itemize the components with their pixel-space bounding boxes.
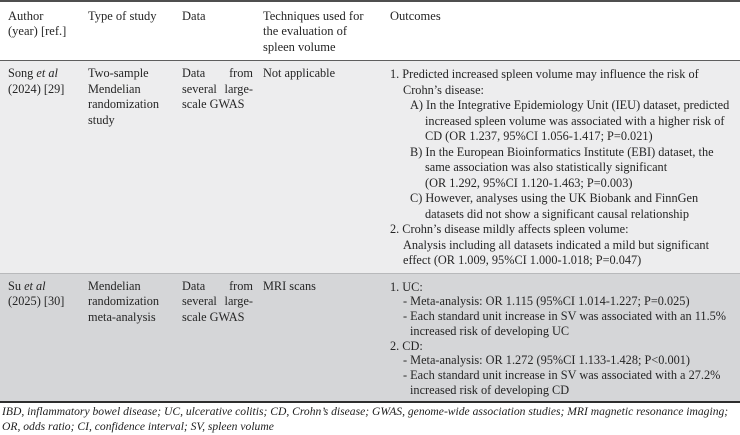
table-header <box>0 1 740 61</box>
outcome-line: CD (OR 1.237, 95%CI 1.056-1.417; P=0.021) <box>425 129 653 144</box>
author-name-line <box>8 66 78 82</box>
technique-cell: MRI scans <box>263 278 316 293</box>
outcomes-cell <box>382 61 740 274</box>
study-type-cell: Two-sample Mendelian randomization study <box>88 66 160 127</box>
outcome-line: 1. UC: <box>390 279 423 294</box>
header-row <box>0 1 740 61</box>
column-header-author: Author (year) [ref.] <box>8 9 67 39</box>
column-header-data: Data <box>182 9 206 23</box>
outcome-line: 2. Crohn’s disease mildly affects spleen volume: <box>390 222 629 237</box>
author-name: Song <box>8 66 34 81</box>
table-row-su-2025 <box>0 273 740 402</box>
data-cell: Data from several large-scale GWAS <box>182 278 253 324</box>
data-cell: Data from several large-scale GWAS <box>182 66 253 112</box>
outcome-line: Crohn’s disease: <box>403 82 484 97</box>
outcome-line: increased risk of developing CD <box>410 382 570 397</box>
outcome-line: 1. Predicted increased spleen volume may influence the risk of <box>390 67 699 82</box>
outcome-line: (OR 1.292, 95%CI 1.120-1.463; P=0.003) <box>425 175 633 190</box>
outcome-line: - Meta-analysis: OR 1.272 (95%CI 1.133-1.428; P<0.001) <box>403 353 691 368</box>
author-cell <box>0 273 80 402</box>
outcome-line: - Each standard unit increase in SV was associated with a 27.2% <box>403 367 721 382</box>
author-etal: et al <box>36 66 58 81</box>
author-cell <box>0 61 80 274</box>
technique-cell: Not applicable <box>263 66 336 81</box>
author-yearref: (2024) [29] <box>8 81 65 96</box>
outcome-line: same association was also statistically significant <box>425 160 668 175</box>
outcome-line: 2. CD: <box>390 338 423 353</box>
outcome-line: datasets did not show a significant causal relationship <box>425 206 689 221</box>
outcome-line: B) In the European Bioinformatics Institute (EBI) dataset, the <box>410 144 714 159</box>
author-name-line <box>8 279 78 295</box>
outcome-line: effect (OR 1.009, 95%CI 1.000-1.018; P=0.047) <box>403 253 642 268</box>
column-header-outcomes: Outcomes <box>390 9 441 23</box>
outcomes-cell <box>382 273 740 402</box>
column-header-study-type: Type of study <box>88 9 157 23</box>
outcome-line: C) However, analyses using the UK Biobank and FinnGen <box>410 191 699 206</box>
author-etal: et al <box>24 278 46 293</box>
study-type-cell: Mendelian randomization meta-analysis <box>88 278 160 324</box>
outcome-line: - Meta-analysis: OR 1.115 (95%CI 1.014-1.227; P=0.025) <box>403 294 690 309</box>
outcome-line: Analysis including all datasets indicated a mild but significant <box>403 237 709 252</box>
outcome-line: A) In the Integrative Epidemiology Unit (IEU) dataset, predicted <box>410 98 730 113</box>
author-name: Su <box>8 278 21 293</box>
author-yearref: (2025) [30] <box>8 294 65 309</box>
footnote-abbreviations: IBD, inflammatory bowel disease; UC, ulcerative colitis; CD, Crohn’s disease; GWAS, genome-wide association studies; MRI magnetic resonance imaging; OR, odds ratio; CI, confidence interval; SV, spleen volume <box>2 405 729 433</box>
outcome-line: - Each standard unit increase in SV was associated with an 11.5% <box>403 309 727 324</box>
outcome-line: increased spleen volume was associated with a higher risk of <box>425 113 725 128</box>
column-header-techniques: Techniques used for the evaluation of spleen volume <box>263 9 364 54</box>
outcome-line: increased risk of developing UC <box>410 323 570 338</box>
table-row-song-2024 <box>0 61 740 274</box>
table-body <box>0 61 740 403</box>
